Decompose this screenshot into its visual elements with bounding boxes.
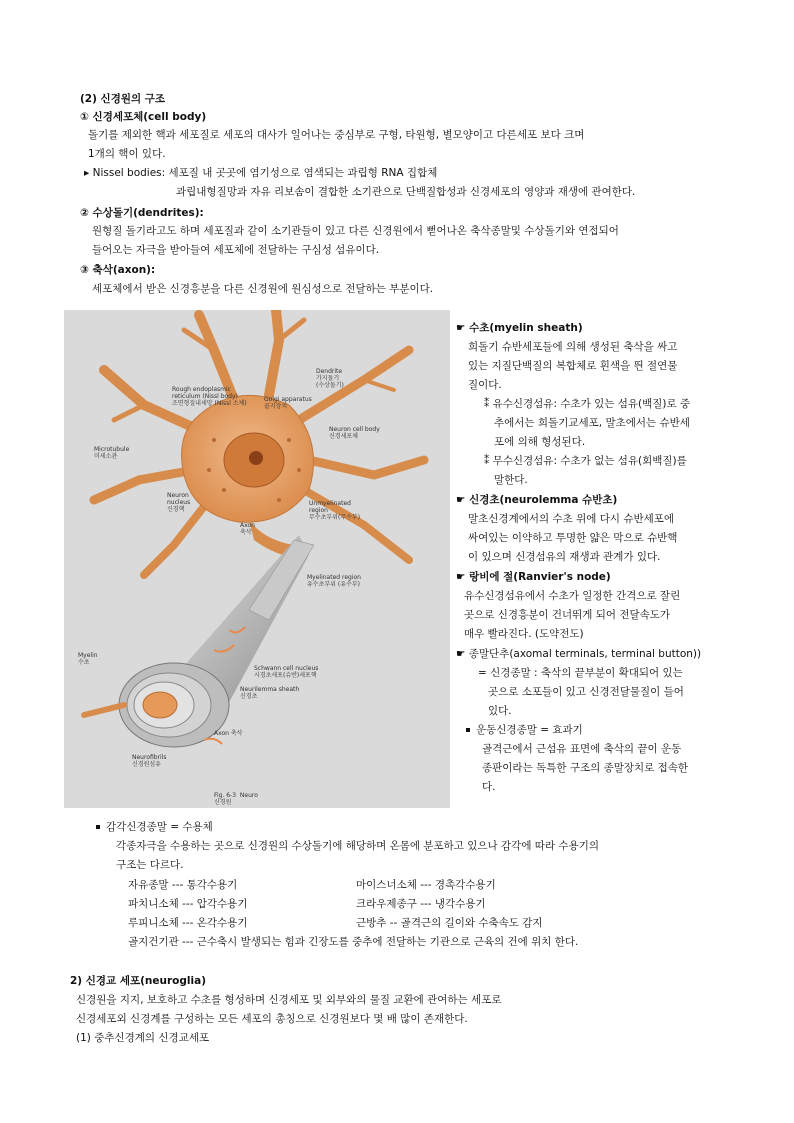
neuroglia-text-3: (1) 중추신경계의 신경교세포 (76, 1032, 210, 1044)
figure-caption: Fig. 6-3 Neuro 신경원 (214, 792, 258, 806)
label-schwann: Schwann cell nucleus 시경초세포(슈반)세포핵 (254, 665, 319, 679)
cellbody-title: ① 신경세포체(cell body) (80, 111, 207, 123)
label-nucleus: Neuron nucleus 신경핵 (167, 492, 191, 513)
myelinated-fiber-text-2: 추에서는 희돌기교세포, 말초에서는 슈반세 (494, 417, 690, 429)
ranvier-text-1: 유수신경섬유에서 수초가 일정한 간격으로 잘린 (464, 590, 681, 602)
cellbody-text-1: 돌기를 제외한 핵과 세포질로 세포의 대사가 일어나는 중심부로 구형, 타원형, 별모양이고 다른세포 보다 크며 (88, 129, 585, 141)
ranvier-text-3: 매우 빨라진다. (도약전도) (464, 628, 584, 640)
receptor-krause: 크라우제종구 --- 냉각수용기 (356, 898, 486, 910)
myelinated-fiber-text-3: 포에 의해 형성된다. (494, 436, 586, 448)
sensory-text-2: 구조는 다르다. (116, 859, 184, 871)
motor-text-3: 다. (482, 781, 496, 793)
label-microtubule: Microtubule 미세소관 (94, 446, 130, 460)
label-neurilemma: Neurilemma sheath 신경초 (240, 686, 300, 700)
section-title: (2) 신경원의 구조 (80, 93, 166, 105)
bullet-icon: ⁑ (484, 455, 493, 467)
motor-text-2: 종판이라는 독특한 구조의 종말장치로 접속한 (482, 762, 689, 774)
label-neurofibrils: Neurofibrils 신경원섬유 (132, 754, 167, 768)
receptor-free-ending: 자유종말 --- 통각수용기 (128, 879, 238, 891)
neuroglia-text-2: 신경세포외 신경계를 구성하는 모든 세포의 총칭으로 신경원보다 몇 배 많이 존재한다. (76, 1013, 468, 1025)
neurolemma-text-2: 싸여있는 이약하고 투명한 얇은 막으로 슈반핵 (468, 532, 678, 544)
label-myelin: Myelin 수초 (78, 652, 98, 666)
neuron-figure (64, 310, 450, 808)
motor-text-1: 골격근에서 근섬유 표면에 축삭의 끝이 운동 (482, 743, 682, 755)
motor-title: 운동신경종말 = 효과기 (466, 723, 583, 737)
unmyelinated-fiber-text-1: ⁑ 무수신경섬유: 수초가 없는 섬유(회백질)를 (484, 455, 687, 467)
label-cell-body: Neuron cell body 신경세포체 (329, 426, 380, 440)
neurolemma-text-3: 이 있으며 신경섬유의 재생과 관계가 있다. (468, 551, 661, 563)
neuroglia-title: 2) 신경교 세포(neuroglia) (70, 975, 206, 987)
receptor-meissner: 마이스너소체 --- 경촉각수용기 (356, 879, 496, 891)
neuron-illustration (64, 310, 450, 808)
ranvier-text-2: 곳으로 신경흥분이 건너뛰게 되어 전달속도가 (464, 609, 671, 621)
unmyelinated-fiber-text-2: 말한다. (494, 474, 528, 486)
myelin-text-2: 있는 지질단백질의 복합체로 흰색을 띈 절연물 (468, 360, 678, 372)
myelin-title: ☛ 수초(myelin sheath) (456, 322, 583, 334)
receptor-pacini: 파치니소체 --- 압각수용기 (128, 898, 248, 910)
nissl-text-2: 과립내형질망과 자유 리보솜이 결합한 소기관으로 단백질합성과 신경세포의 영양과 재생에 관여한다. (176, 186, 636, 198)
neuroglia-text-1: 신경원을 지지, 보호하고 수초를 형성하며 신경세포 및 외부와의 물질 교환에 관여하는 세포로 (76, 994, 502, 1006)
bullet-icon: ⁑ (484, 398, 493, 410)
sensory-title: 감각신경종말 = 수용체 (96, 820, 213, 834)
receptor-ruffini: 루피니소체 --- 온각수용기 (128, 917, 248, 929)
cellbody-text-2: 1개의 핵이 있다. (88, 148, 166, 160)
label-axon: Axon 축삭 (240, 522, 255, 536)
myelin-text-1: 희돌기 슈반세포들에 의해 생성된 축삭을 싸고 (468, 341, 678, 353)
axon-text-1: 세포체에서 받은 신경흥분을 다른 신경원에 원심성으로 전달하는 부분이다. (92, 283, 434, 295)
receptor-golgi-tendon: 골지건기관 --- 근수축시 발생되는 힘과 긴장도를 중추에 전달하는 기관으로 근육의 건에 위치 한다. (128, 936, 579, 948)
neurolemma-title: ☛ 신경초(neurolemma 슈반초) (456, 494, 618, 506)
ranvier-title: ☛ 랑비에 절(Ranvier's node) (456, 571, 611, 583)
sensory-text-1: 각종자극을 수용하는 곳으로 신경원의 수상돌기에 해당하며 온몸에 분포하고 있으나 감각에 따라 수용기의 (116, 840, 600, 852)
terminal-text-2: 곳으로 소포들이 있고 신경전달물질이 들어 (488, 686, 684, 698)
receptor-muscle-spindle: 근방추 -- 골격근의 길이와 수축속도 감지 (356, 917, 543, 929)
label-myelinated: Myelinated region 유수초부위 (유수부) (307, 574, 361, 588)
axon-title: ③ 축삭(axon): (80, 264, 156, 276)
terminal-text-1: = 신경종말 : 축삭의 끝부분이 확대되어 있는 (478, 667, 683, 679)
label-dendrite: Dendrite 가지돌기 (수상돌기) (316, 368, 344, 389)
terminal-text-3: 있다. (488, 705, 512, 717)
dendrites-text-2: 들어오는 자극을 받아들여 세포체에 전달하는 구심성 섬유이다. (92, 244, 380, 256)
label-rer: Rough endoplasmic reticulum (Nissl body) 조면형질내세망 (Nissl 소체) (172, 386, 247, 407)
label-golgi: Golgi apparatus 골지장치 (264, 396, 312, 410)
nissl-text-1: ▸ Nissel bodies: 세포질 내 곳곳에 염기성으로 염색되는 과립형 RNA 집합체 (84, 167, 438, 179)
label-axon-2: Axon 축삭 (214, 730, 243, 737)
terminal-title: ☛ 종말단추(axomal terminals, terminal button)) (456, 648, 702, 660)
myelinated-fiber-text-1: ⁑ 유수신경섬유: 수초가 있는 섬유(백질)로 중 (484, 398, 691, 410)
label-unmyelinated: Unmyelinated region 무수초부위(무수부) (309, 500, 361, 521)
myelin-text-3: 질이다. (468, 379, 502, 391)
neurolemma-text-1: 말초신경계에서의 수초 위에 다시 슈반세포에 (468, 513, 675, 525)
square-bullet-icon (466, 728, 470, 732)
dendrites-text-1: 원형질 돌기라고도 하며 세포질과 같이 소기관들이 있고 다른 신경원에서 뻗어나온 축삭종말및 수상돌기와 연접되어 (92, 225, 619, 237)
square-bullet-icon (96, 825, 100, 829)
dendrites-title: ② 수상돌기(dendrites): (80, 207, 204, 219)
